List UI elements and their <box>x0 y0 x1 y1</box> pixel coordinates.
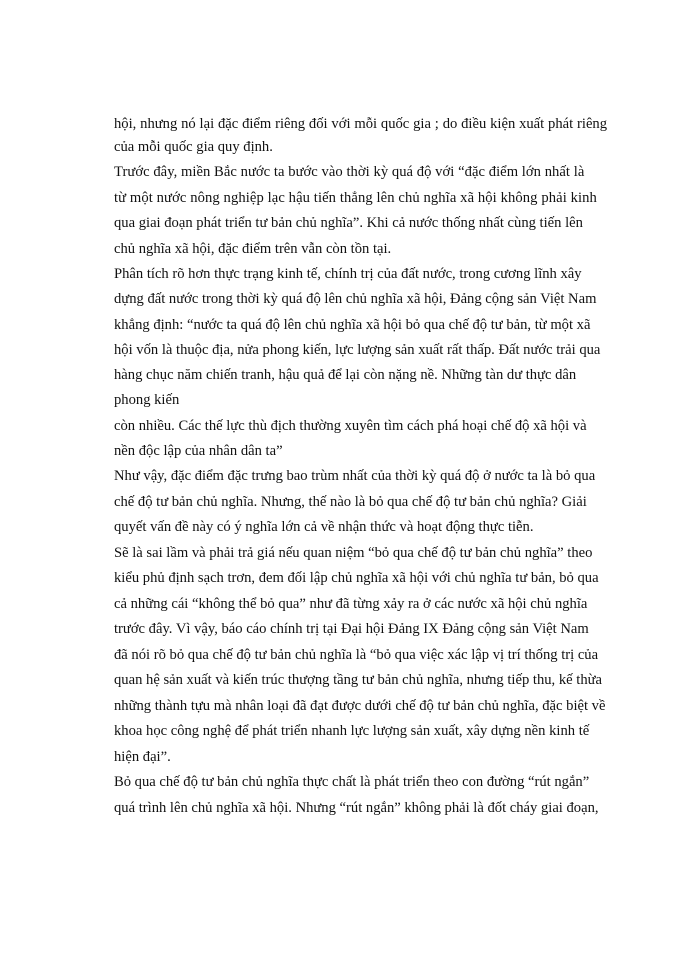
text-line: hàng chục năm chiến tranh, hậu quả để lại còn nặng nề. Những tàn dư thực dân <box>114 367 577 383</box>
text-line: còn nhiều. Các thế lực thù địch thường xuyên tìm cách phá hoại chế độ xã hội và <box>114 418 587 434</box>
text-line: Như vậy, đặc điểm đặc trưng bao trùm nhất của thời kỳ quá độ ở nước ta là bỏ qua <box>114 468 596 484</box>
text-line: Trước đây, miền Bắc nước ta bước vào thời kỳ quá độ với “đặc điểm lớn nhất là <box>114 164 585 180</box>
text-line: dựng đất nước trong thời kỳ quá độ lên chủ nghĩa xã hội, Đảng cộng sản Việt Nam <box>114 291 597 307</box>
text-line: của mỗi quốc gia quy định. <box>114 139 273 155</box>
text-line: quá trình lên chủ nghĩa xã hội. Nhưng “rút ngắn” không phải là đốt cháy giai đoạn, <box>114 800 599 816</box>
text-line: hội vốn là thuộc địa, nửa phong kiến, lực lượng sản xuất rất thấp. Đất nước trải qua <box>114 342 601 358</box>
text-line: những thành tựu mà nhân loại đã đạt được dưới chế độ tư bản chủ nghĩa, đặc biệt về <box>114 698 606 714</box>
text-line: Sẽ là sai lầm và phải trả giá nếu quan niệm “bỏ qua chế độ tư bản chủ nghĩa” theo <box>114 545 593 561</box>
text-line: hiện đại”. <box>114 749 171 765</box>
text-line: quan hệ sản xuất và kiến trúc thượng tầng tư bản chủ nghĩa, nhưng tiếp thu, kế thừa <box>114 672 602 688</box>
text-line: khoa học công nghệ để phát triển nhanh lực lượng sản xuất, xây dựng nền kinh tế <box>114 723 590 739</box>
text-line: Phân tích rõ hơn thực trạng kinh tế, chính trị của đất nước, trong cương lĩnh xây <box>114 266 582 282</box>
text-line: chủ nghĩa xã hội, đặc điểm trên vẫn còn tồn tại. <box>114 241 392 257</box>
text-line: hội, nhưng nó lại đặc điểm riêng đối với mỗi quốc gia ; do điều kiện xuất phát riêng <box>114 116 608 132</box>
text-line: phong kiến <box>114 392 180 408</box>
text-line: Bỏ qua chế độ tư bản chủ nghĩa thực chất là phát triển theo con đường “rút ngắn” <box>114 774 590 790</box>
text-line: khẳng định: “nước ta quá độ lên chủ nghĩa xã hội bỏ qua chế độ tư bản, từ một xã <box>114 317 591 333</box>
text-line: cả những cái “không thể bỏ qua” như đã từng xảy ra ở các nước xã hội chủ nghĩa <box>114 596 588 612</box>
text-line: chế độ tư bản chủ nghĩa. Nhưng, thế nào là bỏ qua chế độ tư bản chủ nghĩa? Giải <box>114 494 587 510</box>
text-line: từ một nước nông nghiệp lạc hậu tiến thẳng lên chủ nghĩa xã hội không phải kinh <box>114 190 597 206</box>
text-line: trước đây. Vì vậy, báo cáo chính trị tại Đại hội Đảng IX Đảng cộng sản Việt Nam <box>114 621 589 637</box>
text-line: quyết vấn đề này có ý nghĩa lớn cả về nhận thức và hoạt động thực tiễn. <box>114 519 534 535</box>
text-line: kiểu phủ định sạch trơn, đem đối lập chủ nghĩa xã hội với chủ nghĩa tư bản, bỏ qua <box>114 570 599 586</box>
text-line: qua giai đoạn phát triển tư bản chủ nghĩa”. Khi cả nước thống nhất cùng tiến lên <box>114 215 583 231</box>
text-line: nền độc lập của nhân dân ta” <box>114 443 283 459</box>
text-line: đã nói rõ bỏ qua chế độ tư bản chủ nghĩa là “bỏ qua việc xác lập vị trí thống trị của <box>114 647 599 663</box>
